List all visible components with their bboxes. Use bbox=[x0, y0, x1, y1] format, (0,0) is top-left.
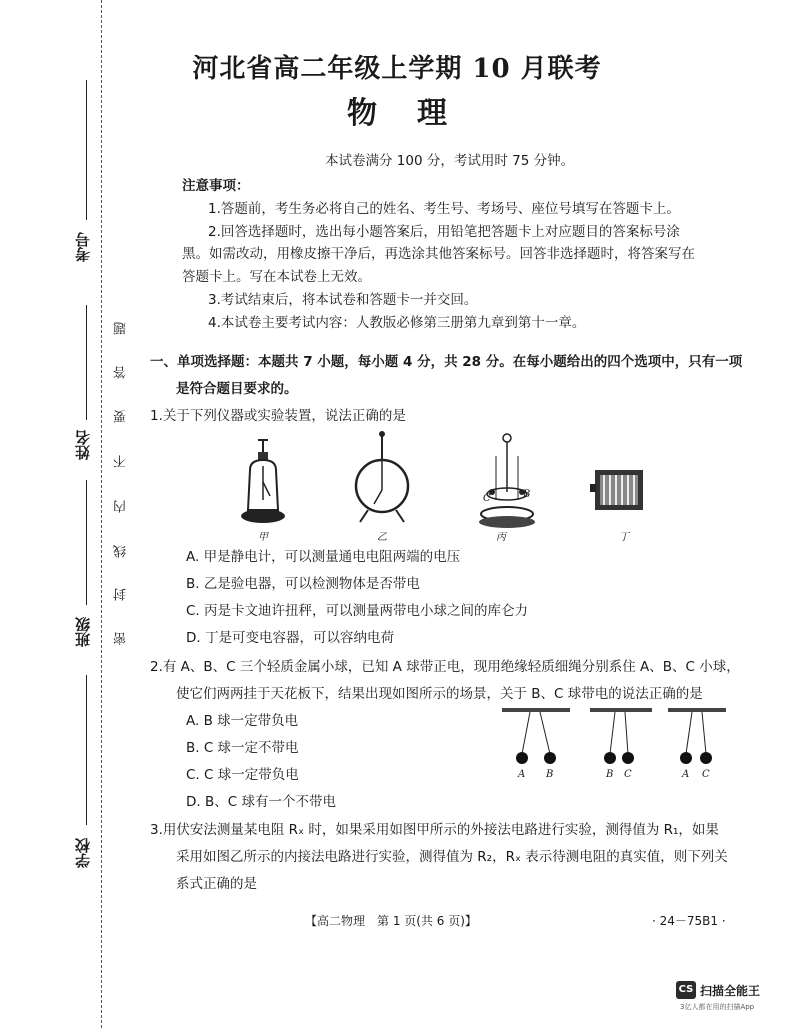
name-blank bbox=[86, 305, 87, 420]
figure-label-yi: 乙 bbox=[377, 532, 387, 543]
pair-a-b-attract bbox=[516, 712, 556, 764]
q2-option-b: B. C 球一定不带电 bbox=[186, 740, 299, 756]
q1-option-b: B. 乙是验电器，可以检测物体是否带电 bbox=[186, 576, 420, 592]
class-blank bbox=[86, 480, 87, 605]
exam-number-label: 考号 bbox=[74, 232, 92, 262]
seal-char: 要 bbox=[114, 410, 129, 423]
ceiling-bars bbox=[502, 708, 726, 712]
q3-stem-line2: 采用如图乙所示的内接法电路进行实验，测得值为 R₂，Rₓ 表示待测电阻的真实值，则下列关 bbox=[176, 849, 728, 865]
notes-heading: 注意事项： bbox=[182, 178, 250, 194]
scanner-name: 扫描全能王 bbox=[700, 984, 761, 998]
exam-info: 本试卷满分 100 分，考试用时 75 分钟。 bbox=[325, 153, 575, 169]
ball-label: B bbox=[546, 769, 554, 780]
note-line: 3.考试结束后，将本试卷和答题卡一并交回。 bbox=[208, 292, 478, 308]
seal-char: 内 bbox=[114, 500, 129, 513]
note-line: 4.本试卷主要考试内容：人教版必修第三册第九章到第十一章。 bbox=[208, 315, 586, 331]
subject-title: 物理 bbox=[347, 96, 487, 131]
page-footer: 【高二物理 第 1 页(共 6 页)】 bbox=[305, 914, 477, 928]
electroscope-drawing bbox=[356, 431, 408, 522]
torsion-balance-drawing bbox=[479, 434, 535, 528]
q2-option-a: A. B 球一定带负电 bbox=[186, 713, 299, 729]
pair-a-c-attract bbox=[680, 712, 712, 764]
ball-label: A bbox=[518, 769, 526, 780]
ball-label: C bbox=[702, 769, 710, 780]
q1-stem: 1.关于下列仪器或实验装置，说法正确的是 bbox=[150, 408, 406, 424]
seal-char: 答 bbox=[114, 366, 129, 379]
school-blank bbox=[86, 675, 87, 825]
seal-char: 封 bbox=[114, 588, 129, 601]
note-line: 黑。如需改动，用橡皮擦干净后，再选涂其他答案标号。回答非选择题时，将答案写在 bbox=[182, 246, 695, 262]
section-heading: 一、单项选择题：本题共 7 小题，每小题 4 分，共 28 分。在每小题给出的四个选项中，只有一项 bbox=[150, 354, 743, 370]
ball-label: B bbox=[606, 769, 614, 780]
torsion-label-c: C bbox=[483, 493, 491, 504]
q3-stem-line1: 3.用伏安法测量某电阻 Rₓ 时，如果采用如图甲所示的外接法电路进行实验，测得值为 R₁，如果 bbox=[150, 822, 719, 838]
ball-label: A bbox=[682, 769, 690, 780]
note-line: 2.回答选择题时，选出每小题答案后，用铅笔把答题卡上对应题目的答案标号涂 bbox=[208, 224, 680, 240]
seal-char: 题 bbox=[114, 322, 129, 335]
scanner-tagline: 3亿人都在用的扫描App bbox=[680, 1003, 755, 1011]
q2-hanging-balls-figure bbox=[500, 704, 730, 768]
ball-label: C bbox=[624, 769, 632, 780]
seal-char: 线 bbox=[114, 545, 129, 558]
torsion-label-b: B bbox=[523, 489, 531, 500]
name-label: 姓名 bbox=[74, 430, 92, 460]
q1-apparatus-figure bbox=[230, 430, 650, 542]
q2-stem-line2: 使它们两两挂于天花板下，结果出现如图所示的场景，关于 B、C 球带电的说法正确的是 bbox=[176, 686, 703, 702]
school-label: 学校 bbox=[74, 838, 92, 868]
electrometer-drawing bbox=[241, 440, 285, 523]
q1-option-c: C. 丙是卡文迪许扭秤，可以测量两带电小球之间的库仑力 bbox=[186, 603, 529, 619]
figure-label-jia: 甲 bbox=[258, 532, 268, 543]
q2-option-c: C. C 球一定带负电 bbox=[186, 767, 299, 783]
paper-code: · 24－75B1 · bbox=[652, 914, 726, 928]
figure-label-ding: 丁 bbox=[619, 532, 629, 543]
q1-option-d: D. 丁是可变电容器，可以容纳电荷 bbox=[186, 630, 394, 646]
seal-char: 不 bbox=[114, 455, 129, 468]
pair-b-c-attract bbox=[604, 712, 634, 764]
q3-stem-line3: 系式正确的是 bbox=[176, 876, 257, 892]
note-line: 答题卡上。写在本试卷上无效。 bbox=[182, 269, 371, 285]
note-line: 1.答题前，考生务必将自己的姓名、考生号、考场号、座位号填写在答题卡上。 bbox=[208, 201, 680, 217]
exam-title: 河北省高二年级上学期 10 月联考 bbox=[192, 54, 602, 84]
seal-char: 密 bbox=[114, 632, 129, 645]
variable-capacitor-drawing bbox=[590, 470, 643, 510]
scanner-logo-icon: CS bbox=[676, 981, 696, 999]
section-heading-cont: 是符合题目要求的。 bbox=[176, 381, 298, 397]
figure-label-bing: 丙 bbox=[496, 532, 506, 543]
class-label: 班级 bbox=[74, 617, 92, 647]
q2-stem-line1: 2.有 A、B、C 三个轻质金属小球，已知 A 球带正电，现用绝缘轻质细绳分别系住 A、B、C 小球， bbox=[150, 659, 740, 675]
binding-dashed-line bbox=[101, 0, 102, 1028]
q2-option-d: D. B、C 球有一个不带电 bbox=[186, 794, 336, 810]
q1-option-a: A. 甲是静电计，可以测量通电电阻两端的电压 bbox=[186, 549, 461, 565]
